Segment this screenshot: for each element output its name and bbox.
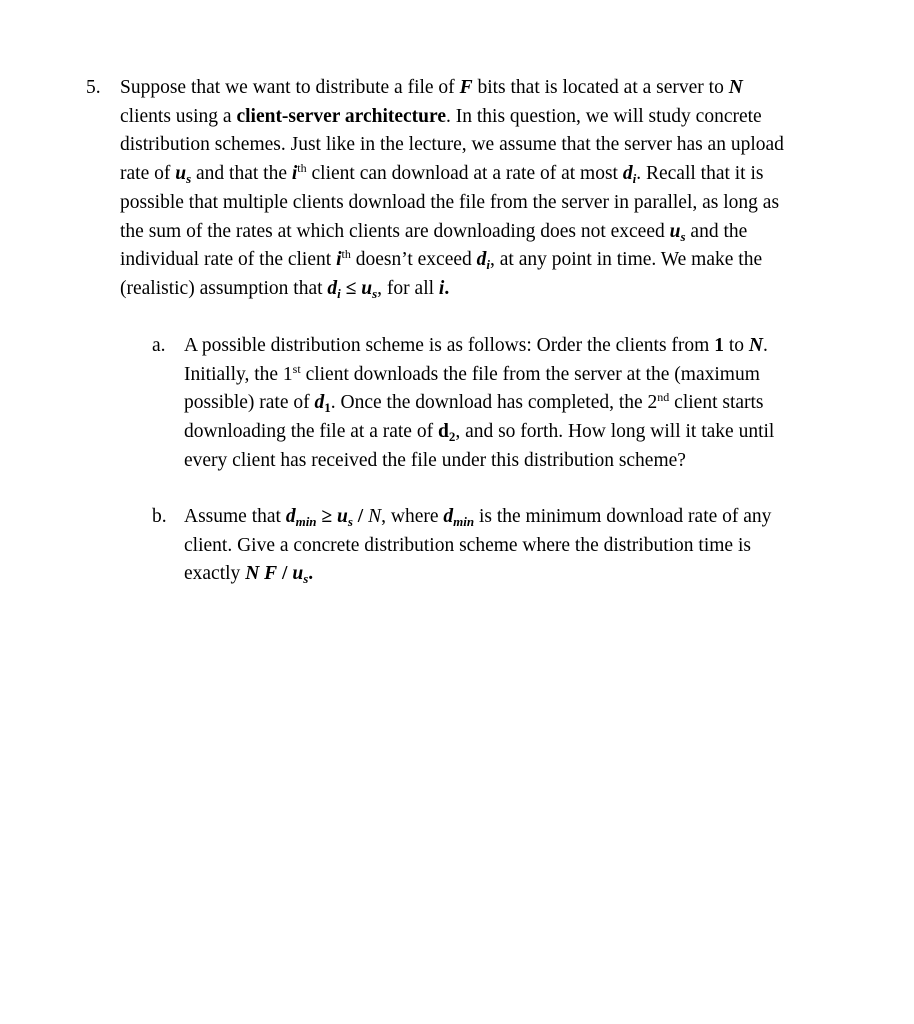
text-run: i (336, 249, 342, 271)
text-line: every client has received the file under this distribution scheme? (184, 449, 686, 471)
text-run: i (291, 163, 298, 185)
text-run: d (314, 392, 325, 414)
text-line: exactly N F / $u_s$. (184, 563, 314, 587)
text-run: N (368, 506, 382, 527)
text-line: Assume that $d_{min} \ge u_s / N$, where $d_{min}$ is the minimum download rate of any (184, 506, 772, 529)
text-line: distribution schemes. Just like in the lecture, we assume that the server has an upload (120, 134, 784, 156)
text-run: i (486, 257, 491, 273)
text-line: the sum of the rates at which clients are downloading does not exceed $u_s$ and the (120, 220, 748, 244)
text-line: Suppose that we want to distribute a file of F bits that is located at a server to N (120, 77, 743, 98)
text-run: . (308, 563, 314, 585)
text-run: th (297, 161, 307, 176)
text-run: N F (245, 563, 278, 585)
text-run: F (459, 77, 473, 98)
text-run: 2 (448, 429, 456, 445)
text-run: d (443, 506, 454, 527)
text-line: downloading the file at a rate of $d_2$, and so forth. How long will it take until (184, 421, 775, 445)
part-a-text (184, 332, 854, 476)
text-line: possible) rate of $d_1$. Once the download has completed, the 2nd client starts (184, 390, 764, 416)
text-run: i (337, 285, 341, 301)
text-run: client-server architecture (236, 105, 446, 127)
text-run: . (444, 277, 450, 299)
part-b-text (184, 503, 854, 589)
text-run: N (748, 335, 763, 356)
text-run: 1 (324, 400, 331, 416)
text-run: u (669, 220, 681, 242)
text-run: st (292, 361, 301, 376)
text-run: d (622, 163, 633, 185)
text-run: d (327, 277, 338, 299)
text-line: (realistic) assumption that $d_i \le u_s$, for all i. (120, 277, 450, 301)
text-run: ≤ (340, 277, 362, 299)
text-run: i (632, 171, 637, 187)
text-run: s (186, 171, 192, 187)
text-line: possible that multiple clients download the file from the server in parallel, as long as (120, 191, 780, 213)
text-run: d (285, 506, 296, 527)
text-run: / (277, 563, 293, 585)
text-run: th (341, 247, 351, 262)
text-run: min (453, 514, 475, 529)
text-run: d (437, 421, 449, 443)
question-text (120, 74, 865, 304)
question-number: 5. (86, 77, 101, 98)
text-run: s (680, 228, 686, 244)
text-line: Initially, the 1st client downloads the file from the server at the (maximum (184, 361, 760, 385)
text-run: ≥ (316, 506, 337, 527)
text-run: s (372, 285, 378, 301)
text-run: nd (657, 390, 670, 405)
text-run: u (337, 506, 348, 527)
text-run: d (476, 249, 487, 271)
text-line: rate of $u_s$ and that the $i^{th}$ client can download at a rate of at most $d_i$. Recall that it is (120, 161, 764, 187)
text-run: u (175, 163, 187, 185)
part-b-letter: b. (152, 506, 167, 527)
text-run: N (728, 77, 743, 98)
text-run: s (303, 571, 309, 587)
text-run: 1 (714, 335, 724, 356)
text-run: u (361, 277, 373, 299)
text-line: A possible distribution scheme is as follows: Order the clients from 1 to N. (184, 335, 768, 356)
text-run: u (292, 563, 304, 585)
part-a-letter: a. (152, 335, 166, 356)
text-line: client. Give a concrete distribution scheme where the distribution time is (184, 534, 751, 556)
text-line: individual rate of the client $i^{th}$ doesn’t exceed $d_i$, at any point in time. We make the (120, 247, 763, 273)
text-line: clients using a client-server architecture. In this question, we will study concrete (120, 105, 762, 127)
text-run: / (352, 506, 369, 527)
text-run: min (295, 514, 317, 529)
text-run: i (438, 277, 445, 299)
text-run: s (347, 514, 353, 529)
